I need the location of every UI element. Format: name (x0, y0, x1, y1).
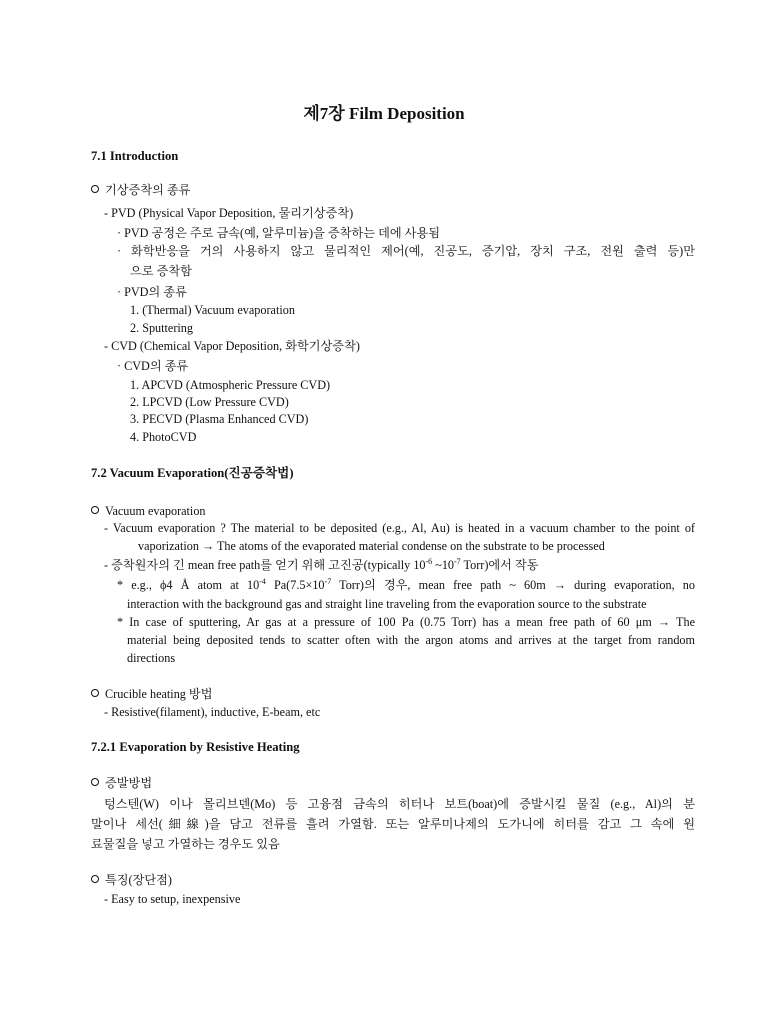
circle-bullet-icon (91, 875, 99, 883)
cvd-type-item: 2. LPCVD (Low Pressure CVD) (130, 395, 289, 409)
section-heading-7-2: 7.2 Vacuum Evaporation(진공증착법) (91, 466, 294, 480)
note-1 (117, 578, 695, 593)
circle-bullet-icon (91, 185, 99, 193)
note-1-cont: interaction with the background gas and straight line traveling from the evaporation source to the substrate (127, 597, 647, 611)
text-part: ~10 (432, 558, 455, 572)
note-2-cont: directions (127, 651, 176, 665)
exponent: -6 (425, 557, 433, 566)
bullet-text: 기상증착의 종류 (105, 183, 191, 197)
pvd-desc-2-cont: 으로 증착함 (130, 264, 192, 278)
paragraph-line: 말이나 세선(細線)을 담고 전류를 흘려 가열함. 또는 알루미나제의 도가니에 히터를 감고 그 속에 원 (91, 817, 695, 831)
pvd-desc-2: · 화학반응을 거의 사용하지 않고 물리적인 제어(예, 진공도, 증기압, 장치 구조, 전원 출력 등)만 (117, 244, 695, 258)
circle-bullet-icon (91, 506, 99, 514)
vacuum-desc-1: - Vacuum evaporation ? The material to be deposited (e.g., Al, Au) is heated in a vacuum chamber to the point of (104, 521, 695, 535)
bullet-text: Vacuum evaporation (105, 504, 206, 518)
paragraph-line: 료물질을 넣고 가열하는 경우도 있음 (91, 837, 280, 851)
bullet-item (91, 776, 152, 791)
paragraph-line: 텅스텐(W) 이나 몰리브덴(Mo) 등 고융점 금속의 히터나 보트(boat)에 증발시킬 물질 (e.g., Al)의 분 (104, 797, 695, 811)
cvd-line: - CVD (Chemical Vapor Deposition, 화학기상증착) (104, 339, 360, 353)
bullet-item (91, 504, 206, 519)
feature-item: - Easy to setup, inexpensive (104, 892, 241, 906)
bullet-item (91, 183, 190, 198)
text-part: Pa(7.5×10 (265, 578, 325, 592)
bullet-text: Crucible heating 방법 (105, 687, 213, 701)
vacuum-desc-1-cont: vaporization → The atoms of the evaporated material condense on the substrate to be processed (138, 539, 605, 553)
pvd-desc-1: · PVD 공정은 주로 금속(예, 알루미늄)을 증착하는 데에 사용됨 (117, 226, 440, 240)
cvd-types-label: · CVD의 종류 (117, 359, 189, 373)
text-part: Torr)에서 작동 (460, 558, 539, 572)
section-heading-7-1: 7.1 Introduction (91, 149, 179, 163)
chapter-title: 제7장 Film Deposition (303, 104, 465, 123)
cvd-type-item: 1. APCVD (Atmospheric Pressure CVD) (130, 378, 331, 392)
exponent: -7 (324, 577, 332, 586)
bullet-item (91, 687, 212, 702)
cvd-type-item: 3. PECVD (Plasma Enhanced CVD) (130, 412, 309, 426)
pvd-line: - PVD (Physical Vapor Deposition, 물리기상증착) (104, 206, 354, 220)
exponent: -4 (259, 577, 266, 586)
circle-bullet-icon (91, 778, 99, 786)
note-2: * In case of sputtering, Ar gas at a pressure of 100 Pa (0.75 Torr) has a mean free path of 60 μm → The (117, 615, 695, 629)
cvd-type-item: 4. PhotoCVD (130, 430, 197, 444)
vacuum-desc-2 (104, 558, 539, 573)
bullet-text: 특징(장단점) (105, 873, 172, 887)
text-part: * e.g., ϕ4 Å atom at 10 (117, 578, 260, 592)
pvd-type-item: 1. (Thermal) Vacuum evaporation (130, 303, 295, 317)
crucible-methods: - Resistive(filament), inductive, E-beam, etc (104, 705, 321, 719)
note-2-cont: material being deposited tends to scatter often with the argon atoms and arrives at the target from random (127, 633, 695, 647)
circle-bullet-icon (91, 689, 99, 697)
pvd-type-item: 2. Sputtering (130, 321, 193, 335)
bullet-text: 증발방법 (105, 776, 153, 790)
text-part: Torr)의 경우, mean free path ~ 60m → during evaporation, no (331, 578, 695, 592)
text-part: - 증착원자의 긴 mean free path를 얻기 위해 고진공(typically 10 (104, 558, 426, 572)
exponent: -7 (454, 557, 461, 566)
bullet-item (91, 873, 172, 888)
section-heading-7-2-1: 7.2.1 Evaporation by Resistive Heating (91, 740, 300, 754)
pvd-types-label: · PVD의 종류 (117, 285, 187, 299)
